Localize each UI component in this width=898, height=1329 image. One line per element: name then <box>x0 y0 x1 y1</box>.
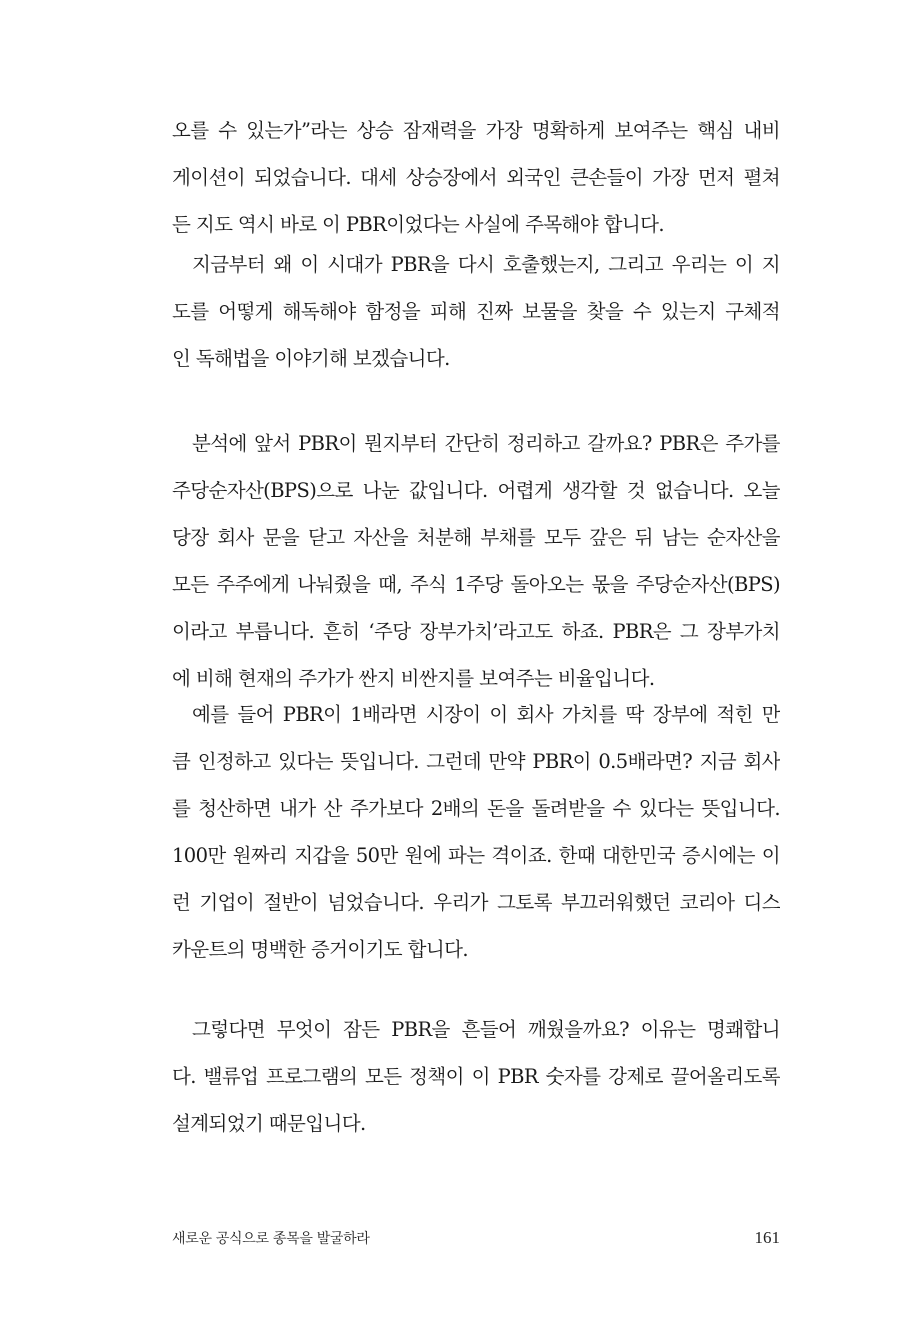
paragraph-line: 그렇다면 무엇이 잠든 PBR을 흔들어 깨웠을까요? 이유는 명쾌합니 <box>192 1018 780 1041</box>
paragraph-line: 분석에 앞서 PBR이 뭔지부터 간단히 정리하고 갈까요? PBR은 주가를 <box>192 432 780 455</box>
paragraph-1 <box>172 107 780 248</box>
paragraph-line: 100만 원짜리 지갑을 50만 원에 파는 격이죠. 한때 대한민국 증시에는 이 <box>172 844 780 867</box>
running-footer-title: 새로운 공식으로 종목을 발굴하라 <box>172 1231 370 1247</box>
paragraph-line: 설계되었기 때문입니다. <box>172 1112 366 1135</box>
paragraph-5 <box>172 1006 780 1147</box>
paragraph-line: 이라고 부릅니다. 흔히 ‘주당 장부가치’라고도 하죠. PBR은 그 장부가치 <box>172 620 780 643</box>
paragraph-line: 런 기업이 절반이 넘었습니다. 우리가 그토록 부끄러워했던 코리아 디스 <box>172 891 780 914</box>
paragraph-line: 카운트의 명백한 증거이기도 합니다. <box>172 938 468 961</box>
paragraph-line: 든 지도 역시 바로 이 PBR이었다는 사실에 주목해야 합니다. <box>172 213 664 236</box>
paragraph-line: 를 청산하면 내가 산 주가보다 2배의 돈을 돌려받을 수 있다는 뜻입니다. <box>172 797 780 820</box>
paragraph-line: 지금부터 왜 이 시대가 PBR을 다시 호출했는지, 그리고 우리는 이 지 <box>192 253 780 276</box>
paragraph-line: 인 독해법을 이야기해 보겠습니다. <box>172 347 450 370</box>
page-number: 161 <box>754 1228 780 1247</box>
paragraph-line: 모든 주주에게 나눠줬을 때, 주식 1주당 돌아오는 몫을 주당순자산(BPS) <box>172 573 780 596</box>
paragraph-line: 큼 인정하고 있다는 뜻입니다. 그런데 만약 PBR이 0.5배라면? 지금 회사 <box>172 750 780 773</box>
paragraph-line: 주당순자산(BPS)으로 나눈 값입니다. 어렵게 생각할 것 없습니다. 오늘 <box>172 479 780 502</box>
paragraph-line: 당장 회사 문을 닫고 자산을 처분해 부채를 모두 갚은 뒤 남는 순자산을 <box>172 526 780 549</box>
paragraph-line: 도를 어떻게 해독해야 함정을 피해 진짜 보물을 찾을 수 있는지 구체적 <box>172 300 780 323</box>
paragraph-4 <box>172 691 780 973</box>
paragraph-line: 예를 들어 PBR이 1배라면 시장이 이 회사 가치를 딱 장부에 적힌 만 <box>192 703 780 726</box>
paragraph-line: 오를 수 있는가”라는 상승 잠재력을 가장 명확하게 보여주는 핵심 내비 <box>172 119 780 142</box>
paragraph-2 <box>172 241 780 382</box>
paragraph-line: 다. 밸류업 프로그램의 모든 정책이 이 PBR 숫자를 강제로 끌어올리도록 <box>172 1065 780 1088</box>
paragraph-line: 게이션이 되었습니다. 대세 상승장에서 외국인 큰손들이 가장 먼저 펼쳐 <box>172 166 780 189</box>
paragraph-line: 에 비해 현재의 주가가 싼지 비싼지를 보여주는 비율입니다. <box>172 667 655 690</box>
paragraph-3 <box>172 420 780 702</box>
